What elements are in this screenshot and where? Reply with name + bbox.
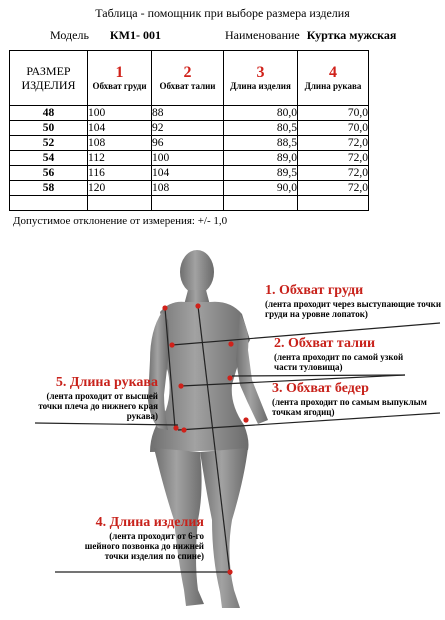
product-name-label: Наименование [225, 28, 300, 42]
model-label: Модель [50, 28, 89, 42]
annotation-hips-desc: (лента проходит по самым выпуклым точкам ягодиц) [272, 397, 427, 417]
annotation-length-desc: (лента проходит от 6-го шейного позвонка до нижней точки изделия по спине) [84, 531, 204, 561]
cell-sleeve: 72,0 [298, 136, 369, 151]
point-neck [195, 303, 200, 308]
cell-length: 89,5 [224, 166, 298, 181]
annotation-sleeve-heading: 5. Длина рукава [55, 375, 158, 390]
cell-chest: 100 [88, 106, 152, 121]
cell-size: 48 [10, 106, 88, 121]
cell-size: 52 [10, 136, 88, 151]
cell-length: 89,0 [224, 151, 298, 166]
point-chest-right [228, 341, 233, 346]
cell-waist: 92 [152, 121, 224, 136]
annotation-waist [274, 336, 424, 372]
header-size: РАЗМЕР ИЗДЕЛИЯ [10, 51, 88, 106]
product-name-value: Куртка мужская [306, 28, 397, 42]
cell-length: 80,0 [224, 106, 298, 121]
header-chest-num: 1 [115, 64, 124, 81]
header-length-num: 3 [256, 64, 265, 81]
cell-length: 80,5 [224, 121, 298, 136]
cell-length: 90,0 [224, 181, 298, 196]
cell-waist: 100 [152, 151, 224, 166]
annotation-chest [265, 283, 445, 319]
header-sleeve-num: 4 [329, 64, 337, 81]
cell-chest: 112 [88, 151, 152, 166]
annotation-waist-heading: 2. Обхват талии [274, 336, 376, 351]
cell-waist: 104 [152, 166, 224, 181]
cell-sleeve: 70,0 [298, 106, 369, 121]
annotation-chest-desc: (лента проходит через выступающие точки груди на уровне лопаток) [265, 299, 442, 319]
page-title: Таблица - помощник при выборе размера изделия [95, 6, 350, 20]
cell-sleeve: 72,0 [298, 181, 369, 196]
annotation-hips-heading: 3. Обхват бедер [272, 381, 369, 396]
cell-chest: 104 [88, 121, 152, 136]
header-chest-label: Обхват груди [92, 81, 147, 91]
cell-size: 58 [10, 181, 88, 196]
point-length-end [227, 569, 232, 574]
header-waist-label: Обхват талии [159, 81, 216, 91]
cell-waist: 108 [152, 181, 224, 196]
annotation-chest-heading: 1. Обхват груди [265, 283, 364, 298]
annotation-length-heading: 4. Длина изделия [95, 515, 204, 530]
point-sleeve-end [173, 425, 178, 430]
point-shoulder-left [162, 305, 167, 310]
tolerance-note: Допустимое отклонение от измерения: +/- 1,0 [13, 215, 228, 227]
point-waist-left [178, 383, 183, 388]
cell-size: 50 [10, 121, 88, 136]
annotation-sleeve [38, 375, 158, 421]
annotation-sleeve-desc: (лента проходит от высшей точки плеча до нижнего края рукава) [38, 391, 158, 421]
cell-waist: 96 [152, 136, 224, 151]
annotation-length [82, 515, 204, 561]
cell-size: 54 [10, 151, 88, 166]
cell-sleeve: 72,0 [298, 166, 369, 181]
annotation-waist-desc: (лента проходит по самой узкой части туловища) [274, 352, 404, 372]
point-hip-left [181, 427, 186, 432]
header-length-label: Длина изделия [230, 81, 291, 91]
header-sleeve-label: Длина рукава [304, 81, 362, 91]
cell-sleeve: 72,0 [298, 151, 369, 166]
annotation-hips [272, 381, 444, 417]
cell-chest: 120 [88, 181, 152, 196]
cell-chest: 108 [88, 136, 152, 151]
cell-sleeve: 70,0 [298, 121, 369, 136]
header-waist-num: 2 [183, 64, 192, 81]
point-hip-right [243, 417, 248, 422]
cell-size: 56 [10, 166, 88, 181]
point-waist-right [227, 375, 232, 380]
cell-waist: 88 [152, 106, 224, 121]
cell-length: 88,5 [224, 136, 298, 151]
point-chest-left [169, 342, 174, 347]
cell-chest: 116 [88, 166, 152, 181]
model-value: КМ1- 001 [109, 28, 161, 42]
